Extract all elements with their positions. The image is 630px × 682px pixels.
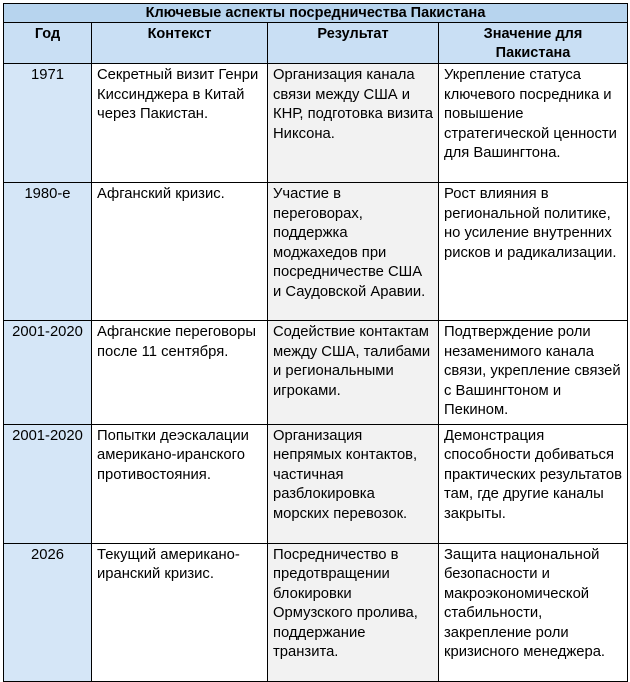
result-cell: Участие в переговорах, поддержка моджахедов при посредничестве США и Саудовской Аравии.	[268, 183, 439, 321]
header-year: Год	[4, 23, 92, 64]
significance-cell: Подтверждение роли незаменимого канала связи, укрепление связей с Вашингтоном и Пекином.	[439, 321, 628, 425]
significance-cell: Рост влияния в региональной политике, но усиление внутренних рисков и радикализации.	[439, 183, 628, 321]
year-cell: 1980-е	[4, 183, 92, 321]
table-title: Ключевые аспекты посредничества Пакистана	[4, 4, 628, 23]
context-cell: Афганский кризис.	[92, 183, 268, 321]
significance-cell: Защита национальной безопасности и макроэкономической стабильности, закрепление роли кризисного менеджера.	[439, 543, 628, 681]
result-cell: Содействие контактам между США, талибами и региональными игроками.	[268, 321, 439, 425]
significance-cell: Демонстрация способности добиваться практических результатов там, где другие каналы закрыты.	[439, 424, 628, 543]
result-cell: Организация непрямых контактов, частичная разблокировка морских перевозок.	[268, 424, 439, 543]
table-row	[4, 64, 628, 183]
table-row	[4, 183, 628, 321]
title-row	[4, 4, 628, 23]
context-cell: Секретный визит Генри Киссинджера в Китай через Пакистан.	[92, 64, 268, 183]
year-cell: 2026	[4, 543, 92, 681]
year-cell: 1971	[4, 64, 92, 183]
header-row	[4, 23, 628, 64]
year-cell: 2001-2020	[4, 321, 92, 425]
result-cell: Организация канала связи между США и КНР, подготовка визита Никсона.	[268, 64, 439, 183]
header-context: Контекст	[92, 23, 268, 64]
table-row	[4, 424, 628, 543]
result-cell: Посредничество в предотвращении блокировки Ормузского пролива, поддержание транзита.	[268, 543, 439, 681]
mediation-aspects-table	[3, 3, 628, 682]
year-cell: 2001-2020	[4, 424, 92, 543]
table-row	[4, 321, 628, 425]
context-cell: Попытки деэскалации американо-иранского противостояния.	[92, 424, 268, 543]
context-cell: Афганские переговоры после 11 сентября.	[92, 321, 268, 425]
significance-cell: Укрепление статуса ключевого посредника и повышение стратегической ценности для Вашингтона.	[439, 64, 628, 183]
header-result: Результат	[268, 23, 439, 64]
table-row	[4, 543, 628, 681]
context-cell: Текущий американо-иранский кризис.	[92, 543, 268, 681]
header-significance: Значение для Пакистана	[439, 23, 628, 64]
